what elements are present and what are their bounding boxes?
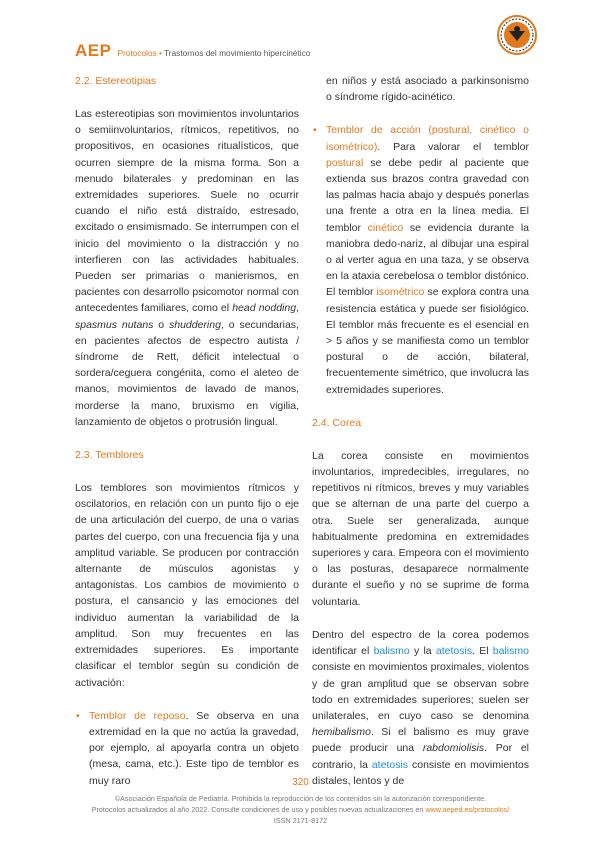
header-collection: Protocolos <box>117 48 157 58</box>
term-rest-tremor: Temblor de reposo <box>89 709 186 722</box>
term-isometric: isométrico <box>376 286 425 299</box>
term-hemiballism: hemibalismo <box>312 726 371 739</box>
stereotypies-paragraph <box>75 106 299 430</box>
term-action-tremor: Temblor de acción (postural, cinético o isométrico) <box>326 124 529 153</box>
text-run: o <box>153 318 169 331</box>
text-run: se explora contra una resistencia estática y puede ser fisiológico. El temblor más frecuente es el esencial en > 5 años y se manifiesta como un temblor postural o de acción, bilateral, frecuentemente simétrico, que involucra las extremidades superiores. <box>326 286 530 396</box>
chorea-paragraph-2 <box>312 627 529 789</box>
text-run: y la <box>409 645 436 658</box>
text-run: , o secundarias, en pacientes afectos de espectro autista / síndrome de Rett, déficit intelectual o sordera/ceguera congénita, como el aleteo de manos, movimientos de lavado de manos, morderse la mano, bruxismo en vigilia, lanzamiento de objetos o protrusión lingual. <box>75 318 299 428</box>
text-run: . Por el contrario, la <box>312 742 530 771</box>
term-ballism: balismo <box>492 645 529 658</box>
term-italic: spasmus nutans <box>75 318 154 331</box>
text-run: . Si el balismo es muy grave puede producir una <box>312 726 529 755</box>
term-athetosis: atetosis <box>435 645 473 658</box>
text-run: se evidencia durante la maniobra dedo-nariz, al dibujar una espiral o al verter agua en una taza, y se observa en la ataxia cerebelosa o temblor distónico. El temblor <box>326 221 529 299</box>
text-run: . El <box>472 645 493 658</box>
bullet-action-tremor <box>312 122 529 397</box>
page-header <box>75 41 310 61</box>
section-heading-chorea: 2.4. Corea <box>312 416 362 429</box>
bullet-rest-tremor-continued: en niños y está asociado a parkinsonismo o síndrome rígido-acinético. <box>326 75 529 104</box>
text-run: . Se observa en una extremidad en la que no actúa la gravedad, por ejemplo, al apoyarla contra un objeto (mesa, cama, etc.). Este tipo de temblor es muy raro <box>89 709 300 787</box>
chorea-paragraph-1: La corea consiste en movimientos involuntarios, impredecibles, irregulares, no repetitivos ni rítmicos, breves y muy variables que se alternan de una parte del cuerpo a otra. Suele ser generalizada, aunque habitualmente predomina en extremidades superiores y cara. Empeora con el movimiento o las posturas, desaparece normalmente durante el sueño y no se suprime de forma voluntaria. <box>312 449 529 608</box>
society-seal-icon <box>497 15 537 55</box>
protocols-link[interactable]: www.aeped.es/protocolos/ <box>425 805 510 814</box>
header-title <box>117 48 310 58</box>
left-column <box>75 73 299 789</box>
text-run: , <box>296 302 299 315</box>
tremors-paragraph: Los temblores son movimientos rítmicos y oscilatorios, en relación con un punto fijo o eje de una articulación del cuerpo, de una o varias partes del cuerpo, con una frecuencia fija y una amplitud variable. Se producen por contracción alternante de músculos agonistas y antagonistas. Los cambios de movimiento o postura, el cansancio y las emociones del individuo aumentan la variabilidad de la amplitud. Son muy frecuentes en las extremidades superiores. Es importante clasificar el temblor según su condición de activación: <box>75 482 299 689</box>
page-number: 320 <box>292 777 309 788</box>
term-postural: postural <box>326 156 364 169</box>
text-run: . Para valorar el temblor <box>377 140 529 153</box>
text-run: Las estereotipias son movimientos involuntarios o semiinvoluntarios, rítmicos, repetitivos, no propositivos, en ocasiones ritualísticos, que ocurren siempre de la misma forma. Son a menudo bilaterales y predominan en las extremidades superiores. Suele no ocurrir cuando el niño está distraído, estresado, excitado o ensimismado. Se interrumpen con el inicio del movimiento o la distracción y no interfieren con las actividades habituales. Pueden ser primarias o manierismos, en pacientes con desarrollo psicomotor normal con antecedentes familiares, como el <box>75 108 299 315</box>
footer-update-note <box>0 805 601 816</box>
header-bullet: • <box>158 48 162 58</box>
right-column <box>312 73 529 789</box>
section-heading-tremors: 2.3. Temblores <box>75 449 144 462</box>
brand-logo-text: AEP <box>75 41 112 60</box>
footer-copyright: ©Asociación Española de Pediatría. Prohibida la reproducción de los contenidos sin la autorización correspondiente. <box>114 794 487 803</box>
term-ballism: balismo <box>373 645 410 658</box>
text-run: consiste en movimientos proximales, violentos y de gran amplitud que se observan sobre todo en extremidades superiores; suelen ser unilaterales, en cuyo caso se denomina <box>312 661 529 722</box>
term-rhabdomyolysis: rabdomiolisis <box>422 742 485 755</box>
text-run: consiste en movimientos distales, lentos y de <box>312 758 529 787</box>
term-italic: head nodding <box>232 302 297 315</box>
term-kinetic: cinético <box>367 221 404 234</box>
text-run: se debe pedir al paciente que extienda sus brazos contra gravedad con las palmas hacia abajo y después ponerlas una frente a otra en la línea media. El temblor <box>326 156 529 234</box>
footer-issn: ISSN 2171-8172 <box>273 816 328 825</box>
section-heading-stereotypies: 2.2. Estereotipias <box>75 75 157 87</box>
text-run: Dentro del espectro de la corea podemos identificar el <box>312 628 529 658</box>
term-italic: shuddering <box>168 318 221 331</box>
header-section: Trastornos del movimiento hipercinético <box>164 48 311 58</box>
text-run: Protocolos actualizados al año 2022. Consulte condiciones de uso y posibles nuevas actualizaciones en <box>91 805 426 814</box>
term-athetosis: atetosis <box>371 758 409 771</box>
